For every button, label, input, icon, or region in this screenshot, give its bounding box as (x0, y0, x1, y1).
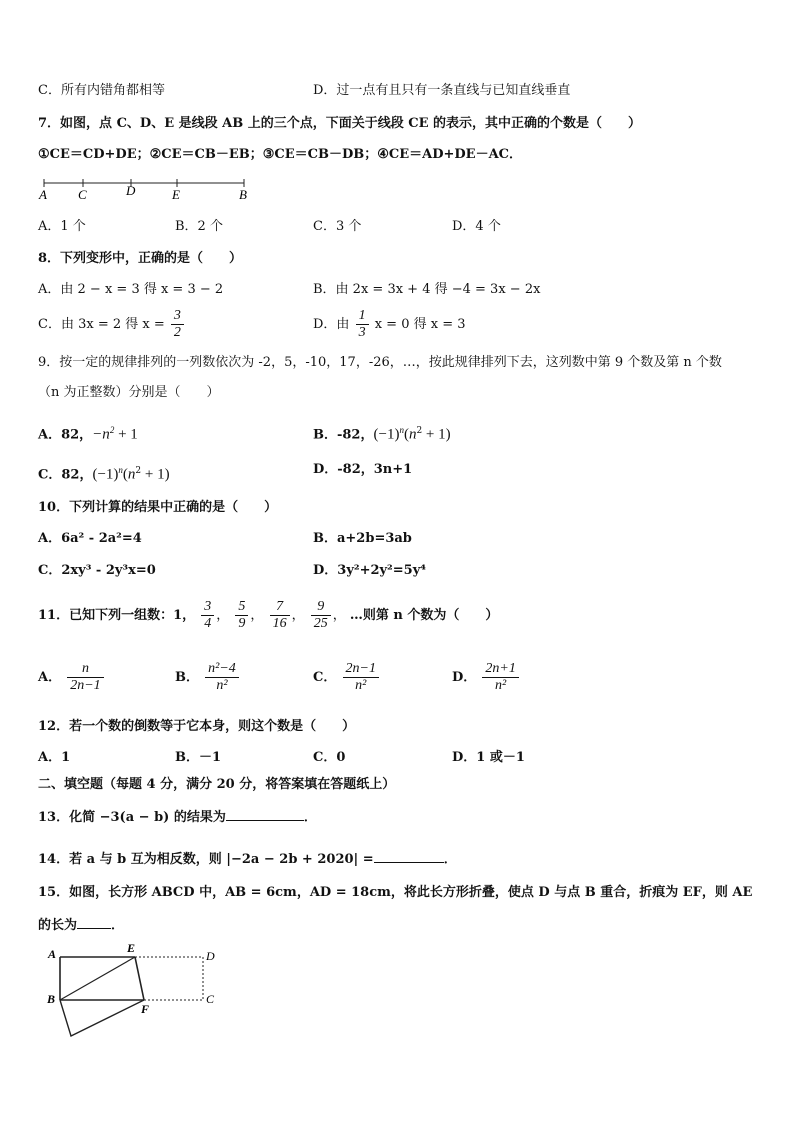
q8-option-b: B．由 2x = 3x + 4 得 −4 = 3x − 2x (313, 282, 541, 297)
q13: 13．化简 −3(a − b) 的结果为 ． (38, 806, 317, 827)
section-2-heading: 二、填空题（每题 4 分，满分 20 分，将答案填在答题纸上） (38, 777, 396, 792)
q15-rectangle-fold-figure (40, 940, 230, 1040)
q7-items: ①CE＝CD+DE；②CE＝CB－EB；③CE＝CB－DB；④CE＝AD+DE－AC． (38, 147, 523, 162)
q12-option-a: A．1 (38, 750, 71, 765)
q10-stem: 10．下列计算的结果中正确的是（ ） (38, 500, 278, 515)
q10-option-a: A．6a² - 2a²=4 (38, 531, 142, 546)
q8-option-d: D．由 $\frac{1}{3}$ x = 0 得 x = 3 (313, 308, 466, 340)
q6-option-d: D．过一点有且只有一条直线与已知直线垂直 (313, 83, 571, 98)
q10-option-b: B．a+2b=3ab (313, 531, 412, 546)
label-f: F (141, 1002, 150, 1016)
q9-option-d: D．-82，3n+1 (313, 462, 413, 477)
q11-option-b: B． $\frac{\text{n²−4}}{\text{n²}}$ (175, 660, 241, 696)
label-e: E (127, 941, 136, 955)
q14: 14．若 a 与 b 互为相反数，则 |−2a − 2b + 2020| = ． (38, 848, 457, 869)
label-e: E (172, 187, 180, 202)
q11-option-a: A． $\frac{n}{2n-1}$ (38, 660, 106, 696)
q15-line2: 的长为 ． (38, 914, 124, 935)
q9-option-a: A．82，$-n^2 + 1$ (38, 425, 138, 443)
q15-answer-blank (77, 914, 111, 929)
q11-stem: 11．已知下列一组数：1， $\frac{3}{4}$ ， $\frac{5}{9}$ ， $\frac{7}{16}$ ， $\frac{9}{25}$ ， …则第 n 个数为（ ） (38, 599, 499, 631)
q12-option-b: B．－1 (175, 750, 222, 765)
q7-option-c: C．3 个 (313, 219, 362, 234)
q9-option-c: C．82，$(-1)^n(n^2 + 1)$ (38, 465, 170, 483)
label-c: C (78, 187, 87, 202)
q9-option-b: B．-82，$(-1)^n(n^2 + 1)$ (313, 425, 451, 443)
q11-option-d: D． $\frac{2n+1}{\text{n²}}$ (452, 660, 521, 696)
label-b: B (47, 992, 56, 1006)
q12-option-d: D．1 或－1 (452, 750, 525, 765)
q8-stem: 8．下列变形中，正确的是（ ） (38, 251, 243, 266)
q7-option-a: A．1 个 (38, 219, 86, 234)
q13-answer-blank (226, 806, 304, 821)
q7-stem: 7．如图，点 C、D、E 是线段 AB 上的三个点，下面关于线段 CE 的表示，其中正确的个数是（ ） (38, 116, 642, 131)
q7-option-d: D．4 个 (452, 219, 501, 234)
q10-option-d: D．3y²+2y²=5y⁴ (313, 563, 426, 578)
q15-line1: 15．如图，长方形 ABCD 中，AB = 6cm，AD = 18cm，将此长方形折叠，使点 D 与点 B 重合，折痕为 EF，则 AE (38, 885, 753, 900)
q7-segment-figure (36, 176, 256, 204)
label-a: A (48, 947, 57, 961)
q10-option-c: C．2xy³ - 2y³x=0 (38, 563, 156, 578)
q7-option-b: B．2 个 (175, 219, 223, 234)
label-b: B (239, 187, 247, 202)
q8-option-c: C．由 3x = 2 得 x = $\frac{3}{2}$ (38, 307, 186, 343)
q12-option-c: C．0 (313, 750, 346, 765)
label-d: D (206, 949, 215, 963)
q14-answer-blank (374, 848, 444, 863)
label-d: D (126, 183, 136, 198)
label-c: C (206, 992, 215, 1006)
q11-option-c: C． $\frac{2n-1}{\text{n²}}$ (313, 660, 381, 696)
q9-stem-line1: 9．按一定的规律排列的一列数依次为 -2，5，-10，17，-26，…，按此规律排列下去，这列数中第 9 个数及第 n 个数 (38, 355, 722, 370)
q9-stem-line2: （n 为正整数）分别是（ ） (38, 385, 220, 400)
q6-option-c: C．所有内错角都相等 (38, 83, 165, 98)
q8-option-a: A．由 2 − x = 3 得 x = 3 − 2 (38, 282, 224, 297)
label-a: A (39, 187, 47, 202)
q12-stem: 12．若一个数的倒数等于它本身，则这个数是（ ） (38, 719, 356, 734)
